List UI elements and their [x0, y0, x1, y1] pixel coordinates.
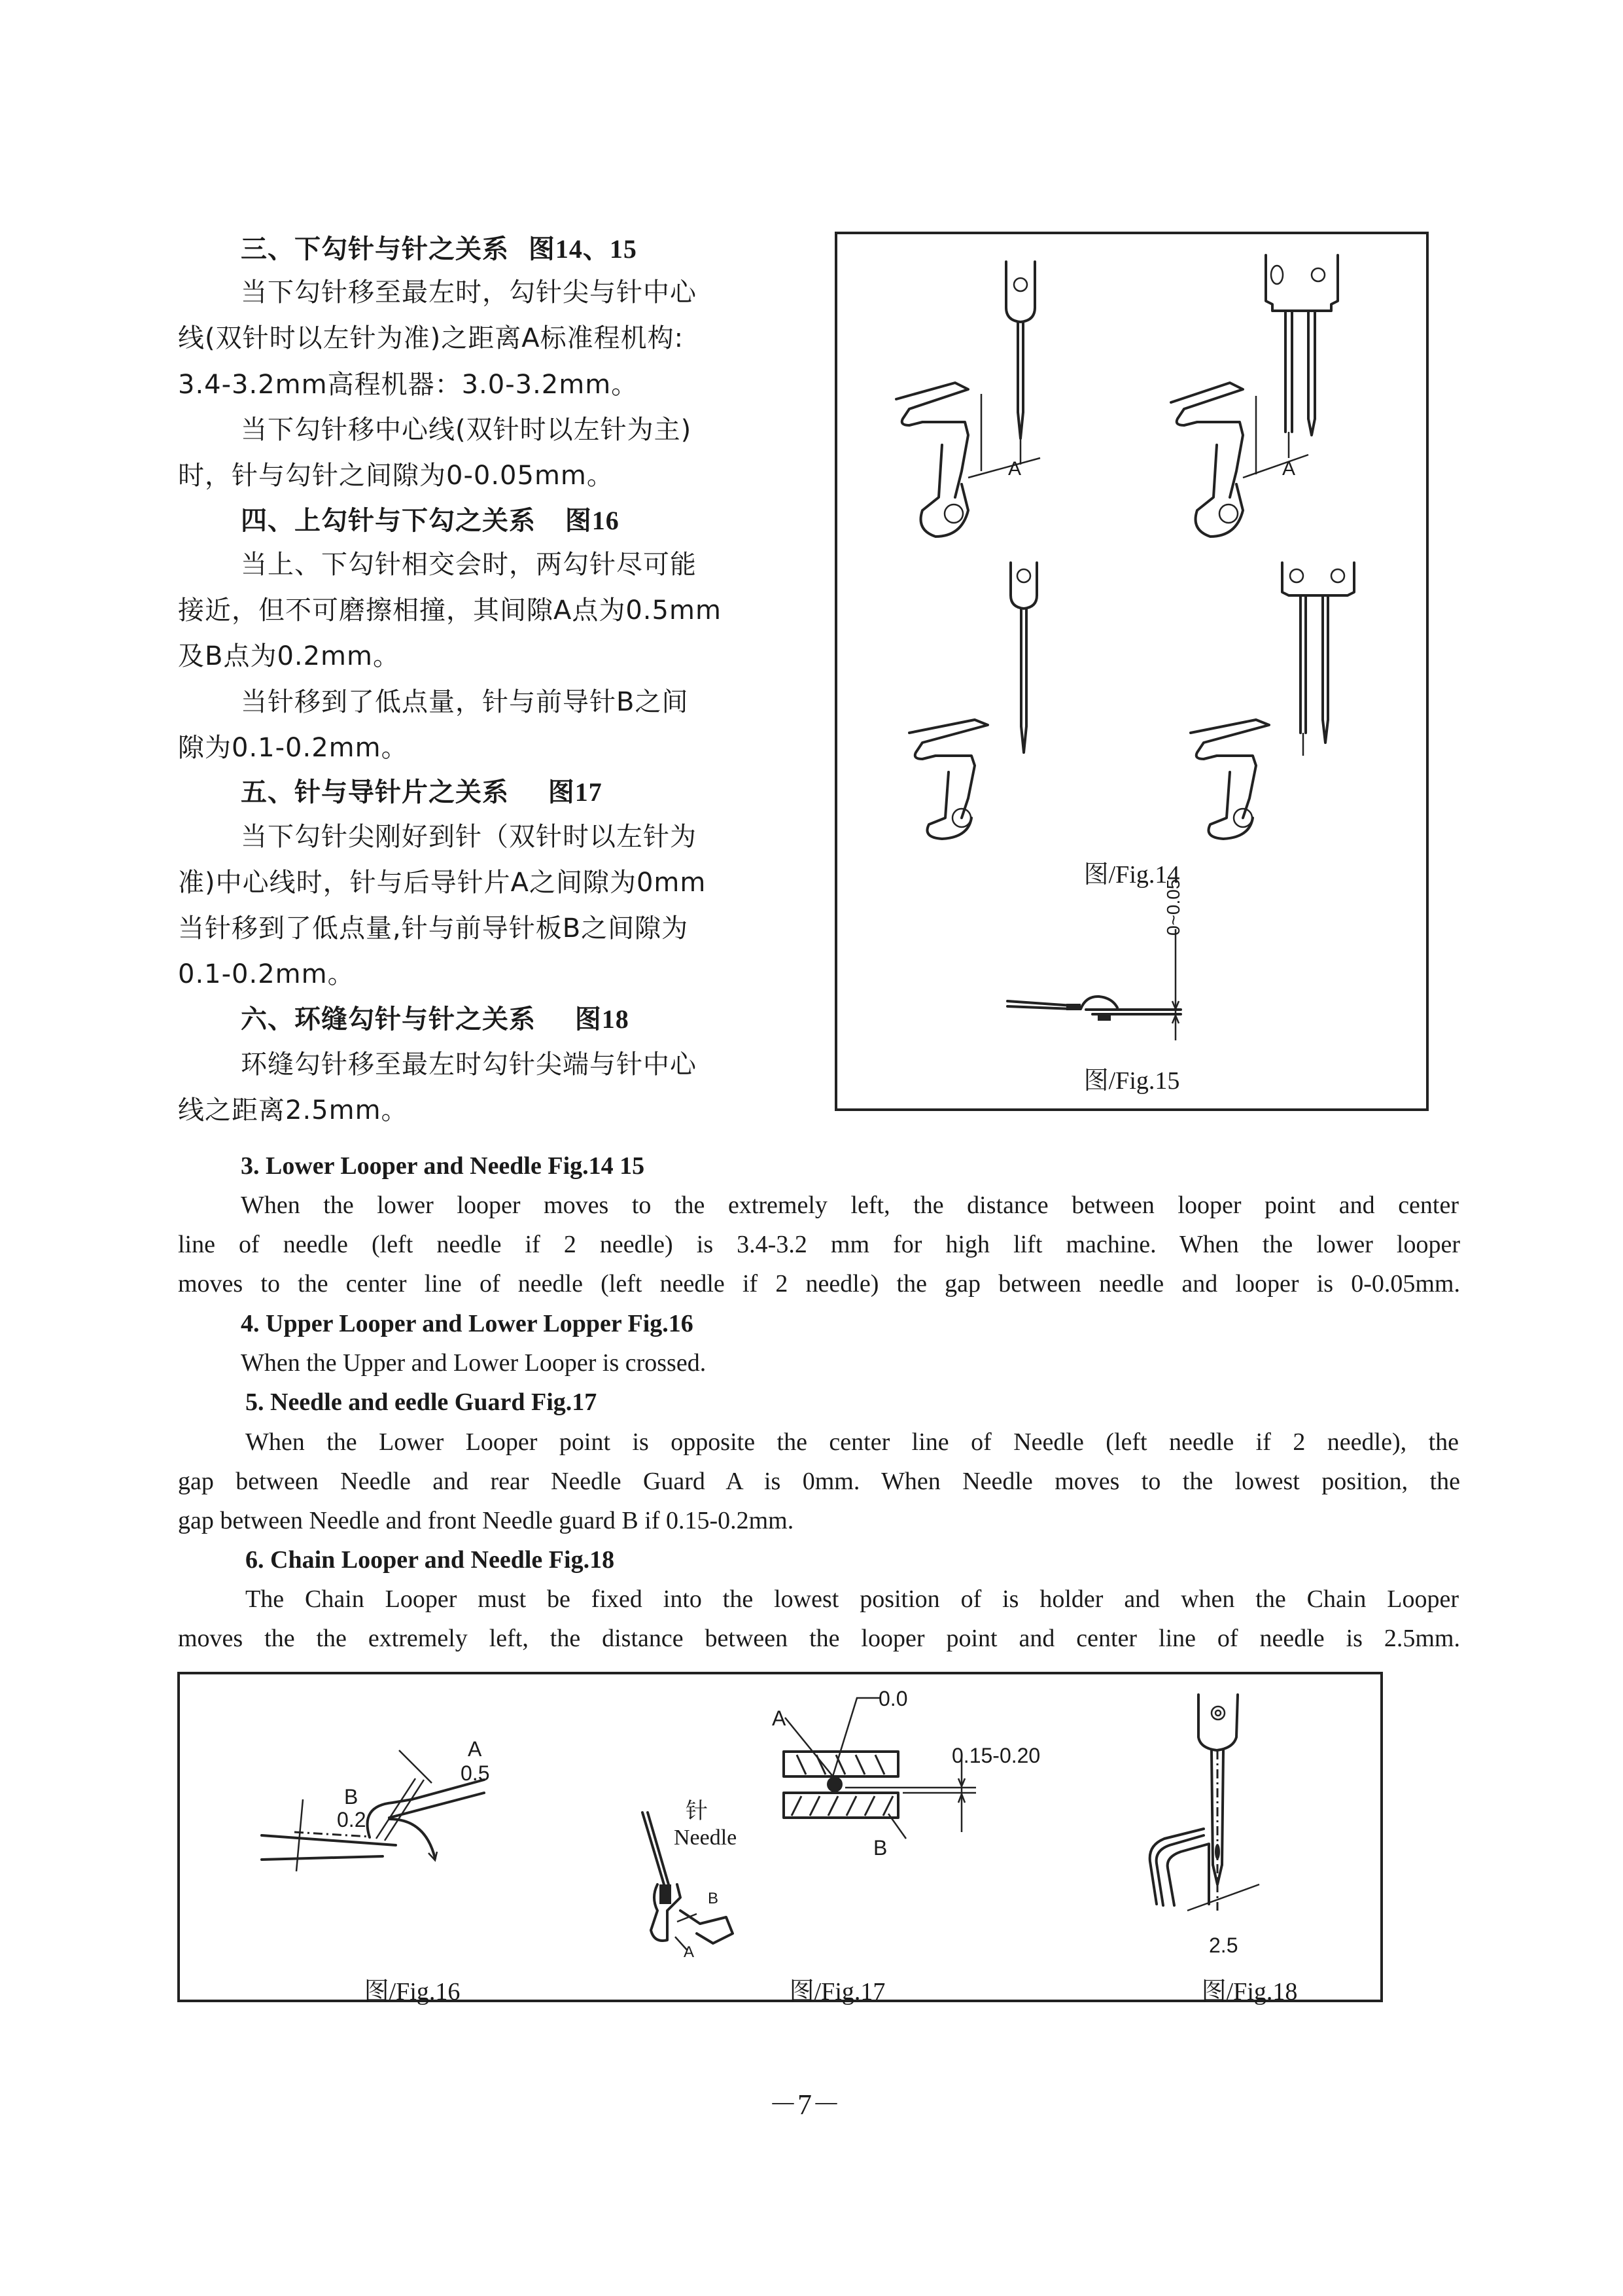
zh-sec4-heading [241, 497, 620, 544]
en-sec5-line: gap between Needle and front Needle guard B if 0.15-0.2mm. [178, 1507, 794, 1534]
fig15-dimension-label: 0~0.05 [1163, 879, 1183, 936]
fig18-dimension-line [1187, 1884, 1259, 1911]
chain-looper [1168, 1844, 1209, 1905]
zh-sec3-heading [241, 226, 637, 273]
zh-sec5-heading [241, 769, 602, 816]
zh-sec6-title: 六、环缝勾针与针之关系 [241, 1004, 536, 1034]
en-sec6-line: moves the the extremely left, the distance between the looper point and center line of needle is 2.5mm. [178, 1625, 1460, 1652]
zh-sec6-heading [241, 996, 629, 1043]
fig14-single-needle-lowered-drawing [864, 556, 1125, 831]
zh-sec5-line: 准)中心线时，针与后导针片A之间隙为0mm [178, 868, 707, 898]
fig17-caption: 图/Fig.17 [789, 1978, 886, 2005]
fig16-label-a: A [468, 1737, 482, 1761]
zh-sec4-line: 当上、下勾针相交会时，两勾针尽可能 [241, 550, 697, 580]
fig17-needle-zh-label: 针 [686, 1798, 708, 1824]
zh-sec5-line: 当下勾针尖刚好到针（双针时以左针为 [241, 822, 697, 852]
en-sec4-heading: 4. Upper Looper and Lower Lopper Fig.16 [241, 1310, 693, 1337]
en-sec3-line: line of needle (left needle if 2 needle) is 3.4-3.2 mm for high lift machine. When the lower looper [178, 1231, 1460, 1258]
zh-sec4-title: 四、上勾针与下勾之关系 [241, 506, 536, 536]
fig17-label-a: A [772, 1706, 786, 1730]
zh-sec6-line: 环缝勾针移至最左时勾针尖端与针中心 [241, 1050, 697, 1080]
zh-sec4-line: 及B点为0.2mm。 [178, 641, 400, 671]
zh-sec5-line: 当针移到了低点量,针与前导针板B之间隙为 [178, 913, 689, 944]
zh-sec6-fig-ref: 图18 [574, 1004, 629, 1034]
fig16-looper-crossing-drawing [242, 1780, 478, 1924]
zh-sec3-line: 线(双针时以左针为准)之距离A标准程机构: [178, 323, 684, 353]
fig17-small-label-a: A [684, 1943, 695, 1961]
fig18-chain-looper-drawing [1112, 1688, 1308, 1963]
zh-sec4-line: 接近，但不可磨擦相撞，其间隙A点为0.5mm [178, 595, 722, 626]
en-sec4-line: When the Upper and Lower Looper is crossed. [241, 1349, 707, 1377]
zh-sec3-fig-ref: 图14、15 [528, 234, 637, 264]
fig16-value-b: 0.2 [337, 1808, 366, 1831]
lower-looper [1171, 383, 1243, 497]
fig18-caption: 图/Fig.18 [1201, 1978, 1298, 2005]
en-sec3-line: moves to the center line of needle (left needle if 2 needle) the gap between needle and looper is 0-0.05mm. [178, 1270, 1460, 1298]
fig14-caption: 图/Fig.14 [1083, 861, 1180, 889]
fig15-caption: 图/Fig.15 [1083, 1067, 1180, 1095]
fig14-single-needle-drawing [864, 249, 1125, 537]
zh-sec3-line: 当下勾针移至最左时，勾针尖与针中心 [241, 277, 697, 308]
fig14-double-needle-drawing [1151, 249, 1413, 537]
needle-section-icon [827, 1776, 843, 1792]
fig17-small-label-b: B [708, 1890, 719, 1907]
fig14-label-a-right: A [1282, 458, 1296, 480]
fig14-label-a-left: A [1008, 458, 1022, 480]
zh-sec5-title: 五、针与导针片之关系 [241, 777, 509, 807]
page-number: －7－ [769, 2089, 841, 2121]
en-sec6-line: The Chain Looper must be fixed into the lowest position of is holder and when the Chain Looper [245, 1585, 1459, 1613]
en-sec6-heading: 6. Chain Looper and Needle Fig.18 [245, 1546, 615, 1574]
en-sec3-line: When the lower looper moves to the extremely left, the distance between looper point and center [241, 1192, 1459, 1219]
en-sec5-heading: 5. Needle and eedle Guard Fig.17 [245, 1388, 597, 1416]
zh-sec3-title: 三、下勾针与针之关系 [241, 234, 509, 264]
zh-sec4-fig-ref: 图16 [565, 506, 620, 535]
zh-sec4-line: 隙为0.1-0.2mm。 [178, 733, 408, 763]
leader-0-0 [832, 1698, 880, 1778]
needle-screw-icon [1014, 278, 1027, 291]
zh-sec3-line: 3.4-3.2mm高程机器：3.0-3.2mm。 [178, 370, 638, 400]
double-needle-clamp [1266, 255, 1338, 311]
fig16-dimension-b [296, 1799, 303, 1871]
fig17-value-0-0: 0.0 [879, 1687, 908, 1710]
fig15-needle-looper-gap-drawing [1007, 903, 1282, 1034]
en-sec3-heading: 3. Lower Looper and Needle Fig.14 15 [241, 1152, 645, 1180]
zh-sec5-line: 0.1-0.2mm。 [178, 959, 355, 989]
zh-sec6-line: 线之距离2.5mm。 [178, 1095, 408, 1125]
zh-sec5-fig-ref: 图17 [548, 777, 602, 807]
zh-sec3-line: 当下勾针移中心线(双针时以左针为主) [241, 415, 692, 445]
fig17-needle-en-label: Needle [674, 1826, 737, 1850]
zh-sec3-line: 时，针与勾针之间隙为0-0.05mm。 [178, 461, 614, 491]
fig16-value-a: 0.5 [461, 1761, 490, 1785]
fig18-value: 2.5 [1209, 1934, 1238, 1957]
fig16-caption: 图/Fig.16 [364, 1978, 461, 2005]
leader-a [785, 1718, 834, 1778]
fig17-label-b: B [873, 1836, 888, 1860]
zh-sec4-line: 当针移到了低点量，针与前导针B之间 [241, 687, 689, 717]
fig14-double-needle-lowered-drawing [1151, 556, 1413, 831]
en-sec5-line: When the Lower Looper point is opposite the center line of Needle (left needle if 2 needle), the [245, 1428, 1459, 1456]
fig17-value-gap: 0.15-0.20 [952, 1744, 1041, 1767]
lower-looper [896, 383, 968, 497]
fig16-label-b: B [344, 1785, 358, 1809]
en-sec5-line: gap between Needle and rear Needle Guard A is 0mm. When Needle moves to the lowest position, the [178, 1468, 1460, 1495]
